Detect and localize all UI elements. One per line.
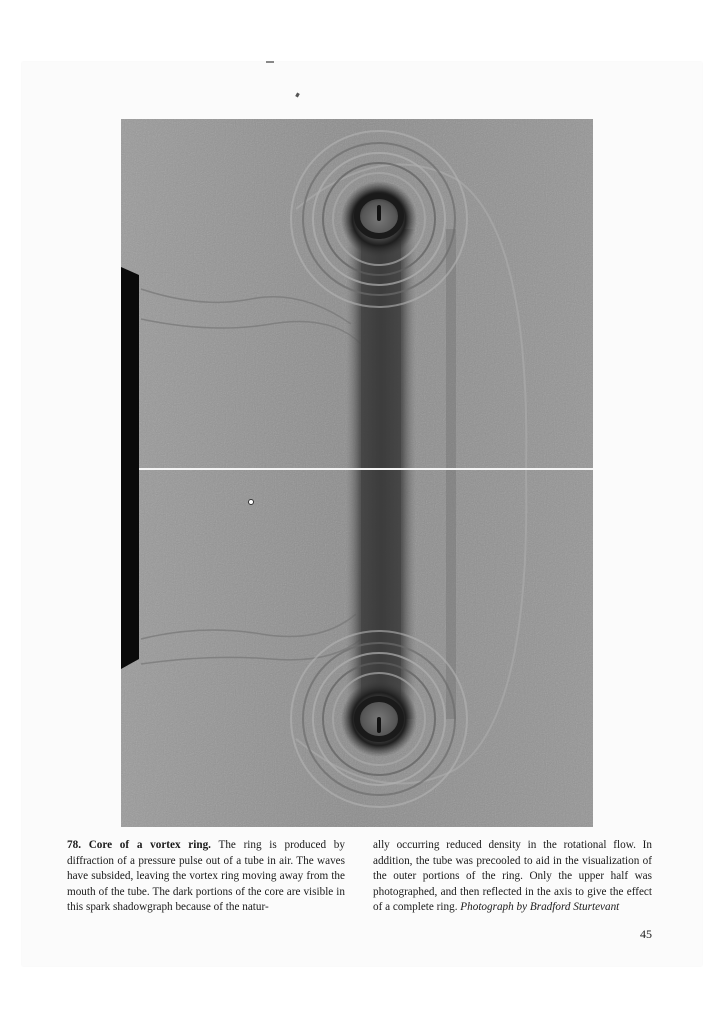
figure-caption-right-column [373, 838, 652, 916]
caption-text-right: ally occurring reduced density in the rotational flow. In addition, the tube was precooled to aid in the visualization of the outer portions of the ring. Only the upper half was photographed, and then reflected in the axis to give the effect of a complete ring. [373, 839, 652, 914]
caption-text-left: The ring is produced by diffraction of a pressure pulse out of a tube in air. The waves have subsided, leaving the vortex ring moving away from the mouth of the tube. The dark portions of the core are visible in this spark shadowgraph because of the natur- [67, 839, 345, 914]
figure-caption-left-column [67, 838, 345, 916]
page-number: 45 [640, 927, 652, 941]
photo-credit: Photograph by Bradford Sturtevant [460, 901, 620, 914]
shadowgraph-image [121, 119, 593, 827]
vortex-column-striations [361, 239, 401, 709]
figure-number: 78. [67, 839, 81, 851]
figure-title: Core of a vortex ring. [88, 839, 211, 851]
tube-mouth [121, 267, 139, 669]
scan-speck [266, 61, 274, 63]
vortex-ring-photograph [121, 119, 593, 827]
dust-speck [249, 500, 254, 505]
